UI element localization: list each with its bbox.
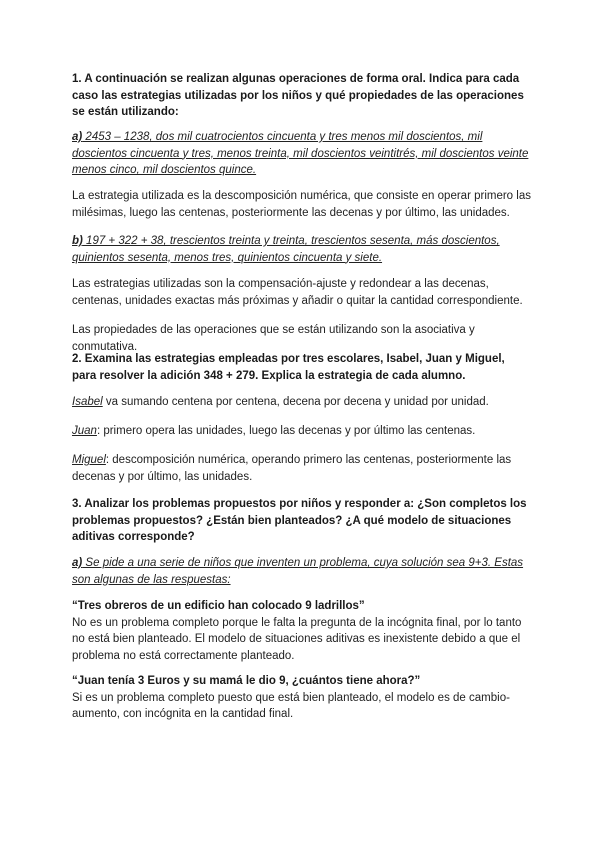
student-name: Miguel xyxy=(72,454,106,466)
item-label: b) xyxy=(72,235,83,247)
strategy-text: va sumando centena por centena, decena por decena y unidad por unidad. xyxy=(102,396,489,408)
question-1a-answer: La estrategia utilizada es la descomposición numérica, que consiste en operar primero las milésimas, luego las centenas, posteriormente las decenas y por último, las unidades. xyxy=(72,190,531,219)
item-text: 197 + 322 + 38, trescientos treinta y treinta, trescientos sesenta, más doscientos, quinientos sesenta, menos tres, quinientos cincuenta y siete. xyxy=(72,235,500,264)
isabel-strategy xyxy=(72,394,532,411)
problem-quote: “Juan tenía 3 Euros y su mamá le dio 9, ¿cuántos tiene ahora?” xyxy=(72,675,421,687)
strategy-text: : descomposición numérica, operando primero las centenas, posteriormente las decenas y por último, las unidades. xyxy=(72,454,512,483)
item-text: 2453 – 1238, dos mil cuatrocientos cincuenta y tres menos mil doscientos, mil doscientos cincuenta y tres, menos treinta, mil doscientos veintitrés, mil doscientos veinte menos cinco, mil doscientos quince. xyxy=(72,131,529,176)
item-label: a) xyxy=(72,557,83,569)
student-name: Juan xyxy=(72,425,97,437)
problem-answer: No es un problema completo porque le falta la pregunta de la incógnita final, por lo tanto no está bien planteado. El modelo de situaciones aditivas es inexistente debido a que el problema no está correctamente planteado. xyxy=(72,616,522,662)
item-label: a) xyxy=(72,131,83,143)
question-1b-answer-strategies: Las estrategias utilizadas son la compensación-ajuste y redondear a las decenas, centenas, unidades exactas más próximas y añadir o quitar la cantidad correspondiente. xyxy=(72,278,523,307)
item-text: Se pide a una serie de niños que inventen un problema, cuya solución sea 9+3. Estas son algunas de las respuestas: xyxy=(72,557,524,586)
problem-quote: “Tres obreros de un edificio han colocado 9 ladrillos” xyxy=(72,600,365,612)
question-1b-statement xyxy=(72,233,532,266)
problem-1 xyxy=(72,598,532,664)
question-3-heading: 3. Analizar los problemas propuestos por niños y responder a: ¿Son completos los problemas propuestos? ¿Están bien planteados? ¿A qué modelo de situaciones aditivas corresponde? xyxy=(72,498,527,543)
student-name: Isabel xyxy=(72,396,103,408)
question-1-heading: 1. A continuación se realizan algunas operaciones de forma oral. Indica para cada caso las estrategias utilizadas por los niños y qué propiedades de las operaciones se están utilizando: xyxy=(72,73,524,118)
question-1a-statement xyxy=(72,129,532,179)
problem-2 xyxy=(72,673,532,723)
problem-answer: Si es un problema completo puesto que está bien planteado, el modelo es de cambio-aumento, con incógnita en la cantidad final. xyxy=(72,691,510,720)
question-2-heading: 2. Examina las estrategias empleadas por tres escolares, Isabel, Juan y Miguel, para resolver la adición 348 + 279. Explica la estrategia de cada alumno. xyxy=(72,353,505,382)
question-3a-statement xyxy=(72,555,532,588)
miguel-strategy xyxy=(72,452,532,485)
question-1b-answer-properties: Las propiedades de las operaciones que se están utilizando son la asociativa y conmutativa. xyxy=(72,324,475,353)
juan-strategy xyxy=(72,423,532,440)
strategy-text: : primero opera las unidades, luego las decenas y por último las centenas. xyxy=(96,425,476,437)
